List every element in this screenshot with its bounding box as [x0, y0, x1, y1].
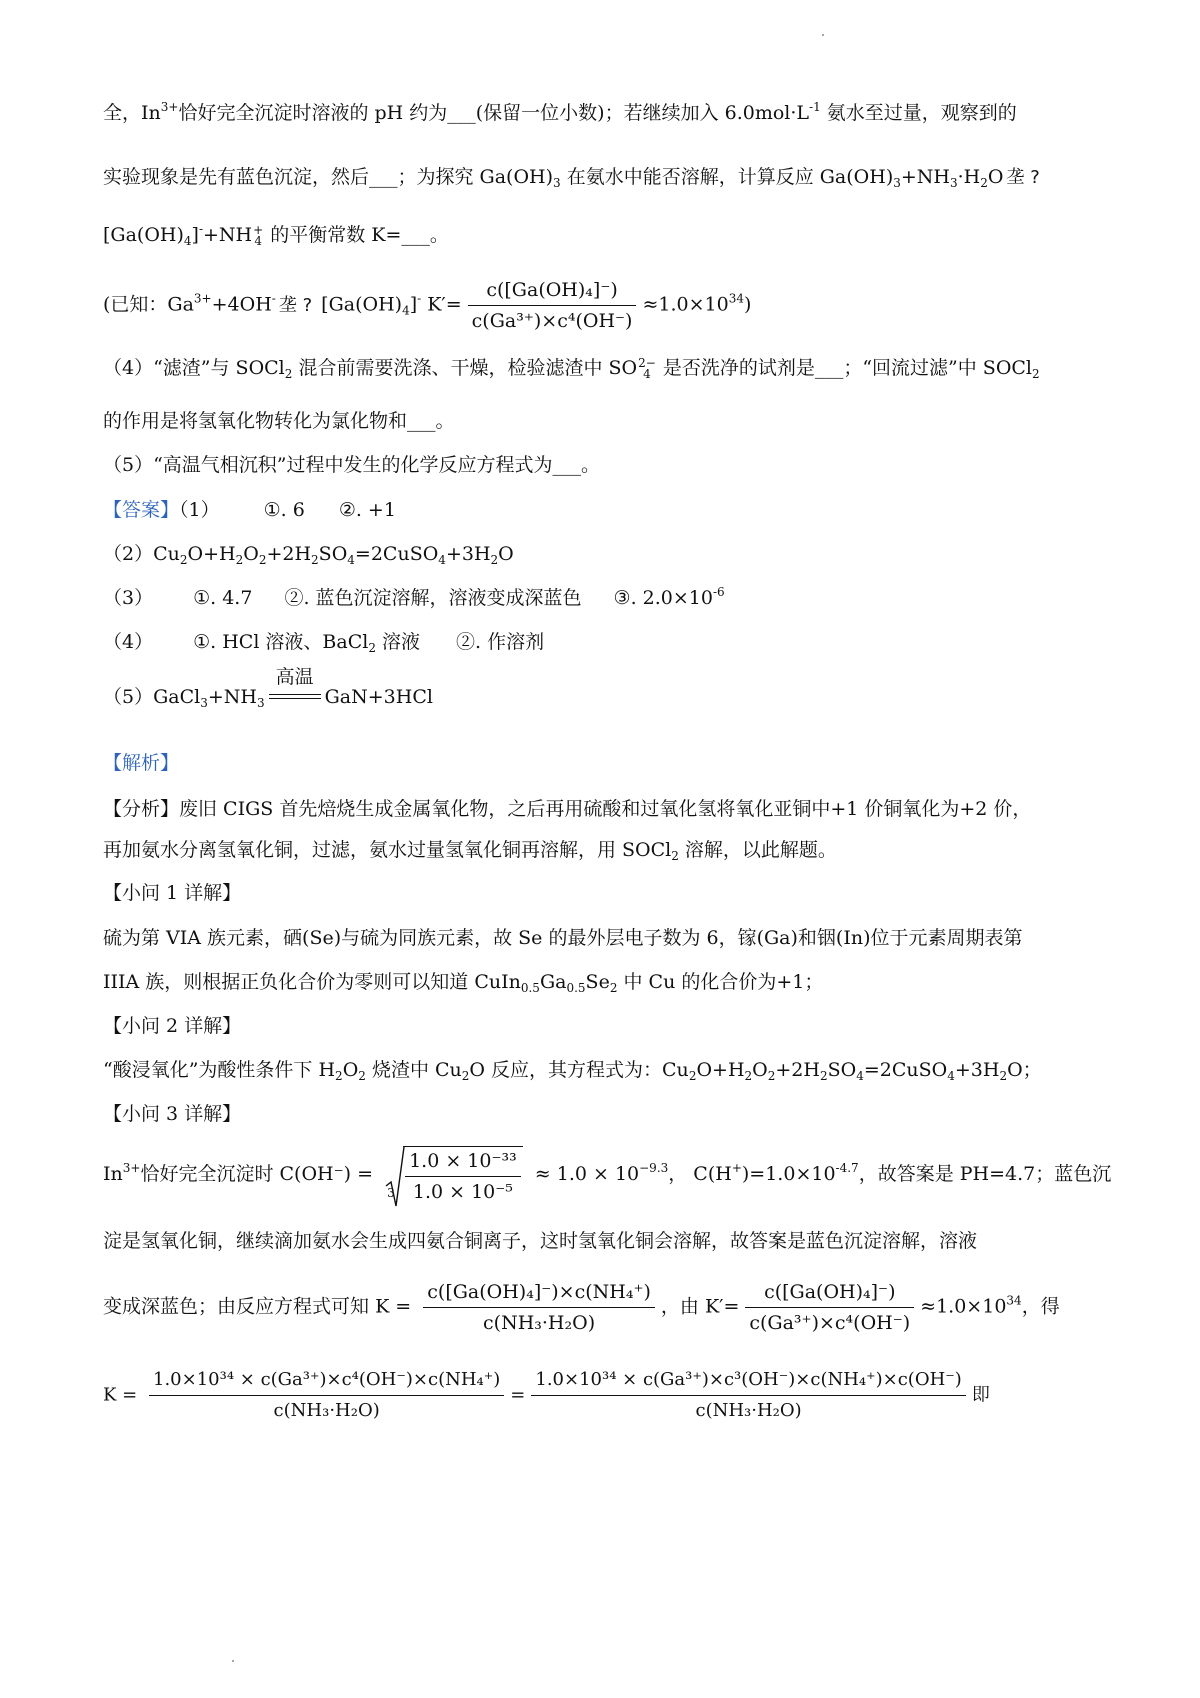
- subq3-line-1: $In^{3+}$恰好完全沉淀时 C(OH⁻) = 3 $\frac{\text{1.0 × 10⁻³³}}{\text{1.0 × 10⁻⁵}}$ ≈ $1.0 \times 10^{-9.3}$， $C(H^+)=1.0\times 10^{-4.7}$，故答案是 PH=4.7；蓝色沉: [103, 1146, 1111, 1204]
- answer-label: 【答案】: [103, 499, 180, 521]
- subq2-heading: 【小问 2 详解】: [103, 1015, 242, 1037]
- scan-speck: [232, 1660, 234, 1662]
- answer-2: $(2)Cu_2O+H_2O_2+2H_2SO_4=2CuSO_4+3H_2O$: [103, 543, 514, 567]
- q3-line-1: 全，$In^{3+}$恰好完全沉淀时溶液的 pH 约为___(保留一位小数)；若继续加入 $6.0mol\cdot L^{-1}$ 氨水至过量，观察到的: [103, 100, 1017, 124]
- q3-known-formula: (已知：$Ga^{3+}+4OH^-$ 垄 ? $[Ga(OH)_4]^-$ K′= $\frac{\text{c([Ga(OH)₄]⁻)}}{\text{c(Ga³⁺)×c⁴(OH⁻)}}$ $\approx 1.0\times 10^{34}$): [103, 279, 752, 332]
- subq3-line-3: 变成深蓝色；由反应方程式可知 K = $\frac{\text{c([Ga(OH)₄]⁻)×c(NH₄⁺)}}{\text{c(NH₃·H₂O)}}$ ，由 K′= $\frac{\text{c([Ga(OH)₄]⁻)}}{\text{c(Ga³⁺)×c⁴(OH⁻)}}$ $\approx 1.0\times 10^{34}$，得: [103, 1281, 1060, 1334]
- subq2-line: “酸浸氧化”为酸性条件下 $H_2O_2$ 烧渣中 $Cu_2O$ 反应，其方程式为：$Cu_2O+H_2O_2+2H_2SO_4=2CuSO_4+3H_2O$；: [103, 1059, 1042, 1083]
- high-temp-equals-sign: 高温: [267, 688, 323, 708]
- q3-line-2: 实验现象是先有蓝色沉淀，然后___；为探究 $Ga(OH)_3$ 在氨水中能否溶解，计算反应 $Ga(OH)_3+NH_3\cdot H_2O$ 垄 ?: [103, 166, 1040, 190]
- answer-3: （3） ①. 4.7 ②. 蓝色沉淀溶解，溶液变成深蓝色 ③. $2.0\times 10^{-6}$: [103, 585, 725, 609]
- analysis-p1-line-2: 再加氨水分离氢氧化铜，过滤，氨水过量氢氧化铜再溶解，用 SOCl$_2$ 溶解，以此解题。: [103, 839, 837, 863]
- subq3-line-4: K = $\frac{\text{1.0×10³⁴ × c(Ga³⁺)×c⁴(OH⁻)×c(NH₄⁺)}}{\text{c(NH₃·H₂O)}}$ = $\frac{\text{1.0×10³⁴ × c(Ga³⁺)×c³(OH⁻)×c(NH₄⁺)×c(OH⁻)}}{\text{c(NH₃·H₂O)}}$ 即: [103, 1369, 990, 1421]
- answer-5: $(5)GaCl_3+NH_3$ 高温 GaN+3HCl: [103, 666, 433, 710]
- cube-root-expression: 3 $\frac{\text{1.0 × 10⁻³³}}{\text{1.0 × 10⁻⁵}}$: [385, 1146, 523, 1204]
- reversible-arrow-glyph: 垄 ?: [278, 294, 313, 316]
- q5-line: （5）“高温气相沉积”过程中发生的化学反应方程式为___。: [103, 454, 601, 476]
- nh4-charge: + 4: [253, 223, 264, 248]
- k-expansion-fraction-2: $\frac{\text{1.0×10³⁴ × c(Ga³⁺)×c³(OH⁻)×c(NH₄⁺)×c(OH⁻)}}{\text{c(NH₃·H₂O)}}$: [531, 1368, 965, 1423]
- scan-speck: [822, 34, 824, 36]
- kprime-fraction-2: $\frac{\text{c([Ga(OH)₄]⁻)}}{\text{c(Ga³⁺)×c⁴(OH⁻)}}$: [745, 1280, 914, 1335]
- k-expansion-fraction-1: $\frac{\text{1.0×10³⁴ × c(Ga³⁺)×c⁴(OH⁻)×c(NH₄⁺)}}{\text{c(NH₃·H₂O)}}$: [149, 1368, 504, 1423]
- analysis-p1-line-1: 【分析】废旧 CIGS 首先焙烧生成金属氧化物，之后再用硫酸和过氧化氢将氧化亚铜中+1 价铜氧化为+2 价，: [103, 798, 1032, 820]
- q3-line-3: $[Ga(OH)_4]^-+NH$ + 4 的平衡常数 K=___。: [103, 222, 449, 248]
- subq1-line-2: IIIA 族，则根据正负化合价为零则可以知道 $CuIn_{0.5}Ga_{0.5}Se_2$ 中 Cu 的化合价为+1；: [103, 971, 824, 995]
- subq3-heading: 【小问 3 详解】: [103, 1103, 242, 1125]
- q4-line-2: 的作用是将氢氧化物转化为氯化物和___。: [103, 410, 455, 432]
- subq3-line-2: 淀是氢氧化铜，继续滴加氨水会生成四氨合铜离子，这时氢氧化铜会溶解，故答案是蓝色沉淀溶解，溶液: [103, 1230, 978, 1252]
- answer-4: （4） ①. HCl 溶液、BaCl$_2$ 溶液 ②. 作溶剂: [103, 631, 545, 655]
- q4-line-1: （4）“滤渣”与 SOCl$_2$ 混合前需要洗涤、干燥，检验滤渣中 SO 2− 4 是否洗净的试剂是___；“回流过滤”中 SOCl$_2$: [103, 356, 1040, 381]
- radical-sign-icon: [385, 1146, 405, 1208]
- reversible-arrow-glyph: 垄 ?: [1006, 167, 1040, 188]
- k-fraction: $\frac{\text{c([Ga(OH)₄]⁻)×c(NH₄⁺)}}{\text{c(NH₃·H₂O)}}$: [423, 1280, 655, 1335]
- analysis-label: 【解析】: [103, 752, 180, 774]
- answer-1: 【答案】（1） ①. 6 ②. +1: [103, 499, 396, 521]
- subq1-line-1: 硫为第 VIA 族元素，硒(Se)与硫为同族元素，故 Se 的最外层电子数为 6，镓(Ga)和铟(In)位于元素周期表第: [103, 927, 1023, 949]
- kprime-fraction: $\frac{\text{c([Ga(OH)₄]⁻)}}{\text{c(Ga³⁺)×c⁴(OH⁻)}}$: [468, 278, 637, 333]
- subq1-heading: 【小问 1 详解】: [103, 882, 242, 904]
- so4-charge: 2− 4: [638, 356, 656, 381]
